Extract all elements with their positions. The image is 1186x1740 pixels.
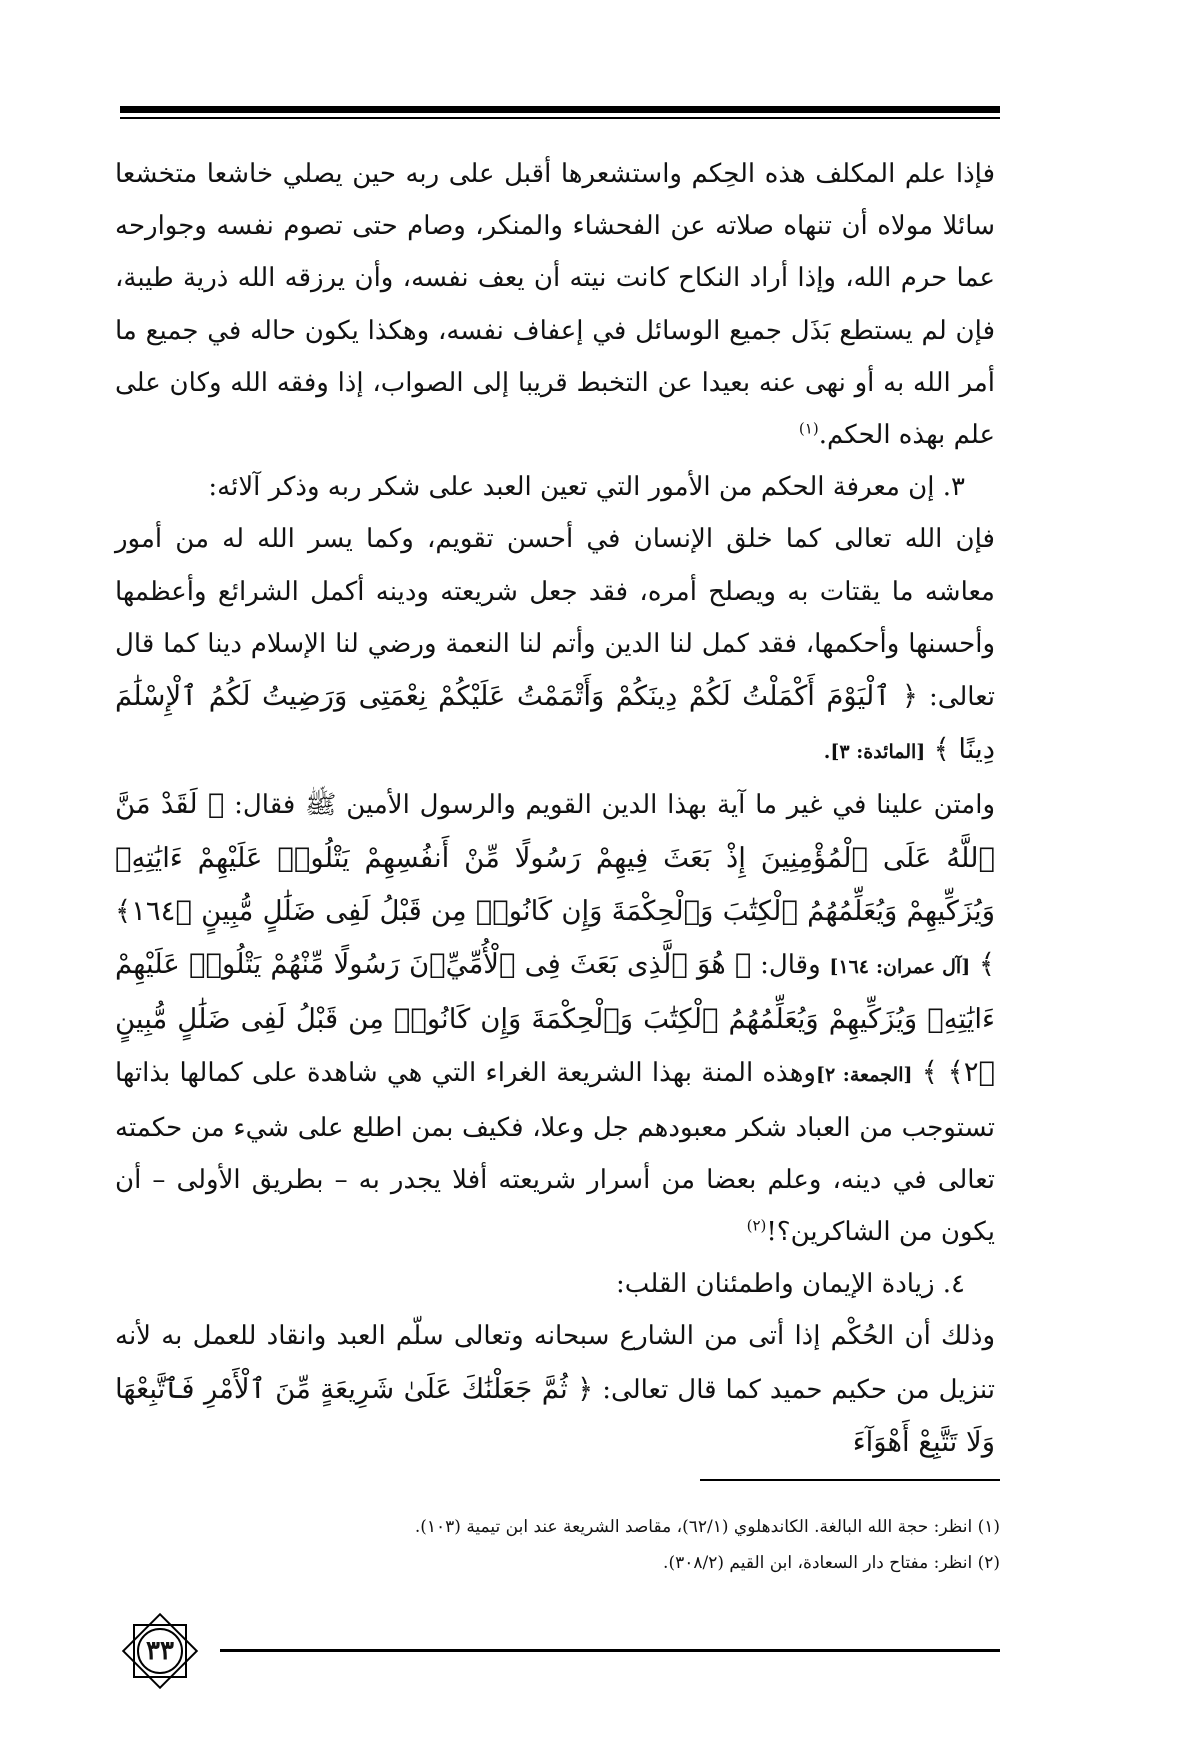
paragraph-4-text: وهذه المنة بهذا الشريعة الغراء التي هي شاهدة على كمالها بذاتها تستوجب من العباد شكر معبودهم جل وعلا، فكيف بمن اطلع على شيء من حكمته تعالى في دينه، وعلم بعضا من أسرار شريعته أفلا يجدر به – بطريق الأولى – أن يكون من الشاكرين؟! xyxy=(115,1058,995,1248)
paragraph-5-text: وذلك أن الحُكْم إذا أتى من الشارع سبحانه وتعالى سلّم العبد وانقاد للعمل به لأنه تنزيل من حكيم حميد كما قال تعالى: xyxy=(115,1321,996,1405)
footer-rule xyxy=(220,1649,1000,1652)
verse-ref-maidah: [المائدة: ٣]. xyxy=(823,741,926,764)
quran-verse-jathiyah: ﴿ ثُمَّ جَعَلْنَٰكَ عَلَىٰ شَرِيعَةٍ مِّنَ ٱلْأَمْرِ فَٱتَّبِعْهَا وَلَا تَتَّبِعْ أَهْوَآءَ xyxy=(115,1372,995,1458)
paragraph-1 xyxy=(115,148,995,461)
paragraph-1-text: فإذا علم المكلف هذه الحِكم واستشعرها أقبل على ربه حين يصلي خاشعا متخشعا سائلا مولاه أن تنهاه صلاته عن الفحشاء والمنكر، وصام حتى تصوم نفسه وجوارحه عما حرم الله، وإذا أراد النكاح كانت نيته أن يعف نفسه، وأن يرزقه الله ذرية طيبة، فإن لم يستطع بَذَل جميع الوسائل في إعفاف نفسه، وهكذا يكون حاله في جميع ما أمر الله به أو نهى عنه بعيدا عن التخبط قريبا إلى الصواب، إذا وفقه الله وكان على علم بهذه الحكم. xyxy=(115,159,995,451)
verse-ref-jumuah: [الجمعة: ٢] xyxy=(815,1064,913,1087)
page-number: ٣٣ xyxy=(146,1636,174,1666)
section-heading-4: ٤. زيادة الإيمان واطمئنان القلب: xyxy=(616,1269,965,1300)
section-heading-3: ٣. إن معرفة الحكم من الأمور التي تعين العبد على شكر ربه وذكر آلائه: xyxy=(208,472,965,503)
paragraph-3-connector: وقال: xyxy=(760,950,821,981)
paragraph-2-text: فإن الله تعالى كما خلق الإنسان في أحسن تقويم، وكما يسر الله له من أمور معاشه ما يقتات به ويصلح أمره، فقد جعل شريعته ودينه أكمل الشرائع وأعظمها وأحسنها وأحكمها، فقد كمل لنا الدين وأتم لنا النعمة ورضي لنا الإسلام دينا كما قال تعالى: xyxy=(115,524,996,713)
footnote-marker-2: (٢) xyxy=(746,1216,767,1235)
footnote-marker-1: (١) xyxy=(798,419,819,438)
verse-ref-al-imran: [آل عمران: ١٦٤] xyxy=(829,956,971,979)
footnote-separator xyxy=(700,1479,1000,1481)
paragraph-2 xyxy=(115,513,995,778)
footnote-1: (١) انظر: حجة الله البالغة. الكاندهلوي (٦٢/١)، مقاصد الشريعة عند ابن تيمية (١٠٣). xyxy=(414,1517,1000,1537)
quran-verse-maidah: ﴿ ٱلْيَوْمَ أَكْمَلْتُ لَكُمْ دِينَكُمْ وَأَتْمَمْتُ عَلَيْكُمْ نِعْمَتِى وَرَضِيتُ لَكُمُ ٱلْإِسْلَٰمَ دِينًا ﴾ xyxy=(115,680,995,766)
main-text xyxy=(115,148,995,1469)
header-rule-thick xyxy=(120,106,1000,113)
footnotes xyxy=(300,1509,1000,1581)
paragraph-5 xyxy=(115,1310,995,1469)
paragraph-3 xyxy=(115,778,995,1258)
paragraph-3-text: وامتن علينا في غير ما آية بهذا الدين القويم والرسول الأمين ﷺ فقال: xyxy=(234,790,996,821)
quran-verse-al-imran: ﴿ لَقَدْ مَنَّ ٱللَّهُ عَلَى ٱلْمُؤْمِنِينَ إِذْ بَعَثَ فِيهِمْ رَسُولًا مِّنْ أَنفُسِهِمْ يَتْلُوا۟ عَلَيْهِمْ ءَايَٰتِهِۦ وَيُزَكِّيهِمْ وَيُعَلِّمُهُمُ ٱلْكِتَٰبَ وَٱلْحِكْمَةَ وَإِن كَانُوا۟ مِن قَبْلُ لَفِى ضَلَٰلٍ مُّبِينٍ ﴿١٦٤﴾ ﴾ xyxy=(115,788,996,981)
footnote-2: (٢) انظر: مفتاح دار السعادة، ابن القيم (٣٠٨/٢). xyxy=(663,1553,1000,1573)
header-rule-thin xyxy=(120,117,1000,119)
quran-verse-jumuah: ﴿ هُوَ ٱلَّذِى بَعَثَ فِى ٱلْأُمِّيِّۦنَ رَسُولًا مِّنْهُمْ يَتْلُوا۟ عَلَيْهِمْ ءَايَٰتِهِۦ وَيُزَكِّيهِمْ وَيُعَلِّمُهُمُ ٱلْكِتَٰبَ وَٱلْحِكْمَةَ وَإِن كَانُوا۟ مِن قَبْلُ لَفِى ضَلَٰلٍ مُّبِينٍ ﴿٢﴾ ﴾ xyxy=(115,948,996,1089)
